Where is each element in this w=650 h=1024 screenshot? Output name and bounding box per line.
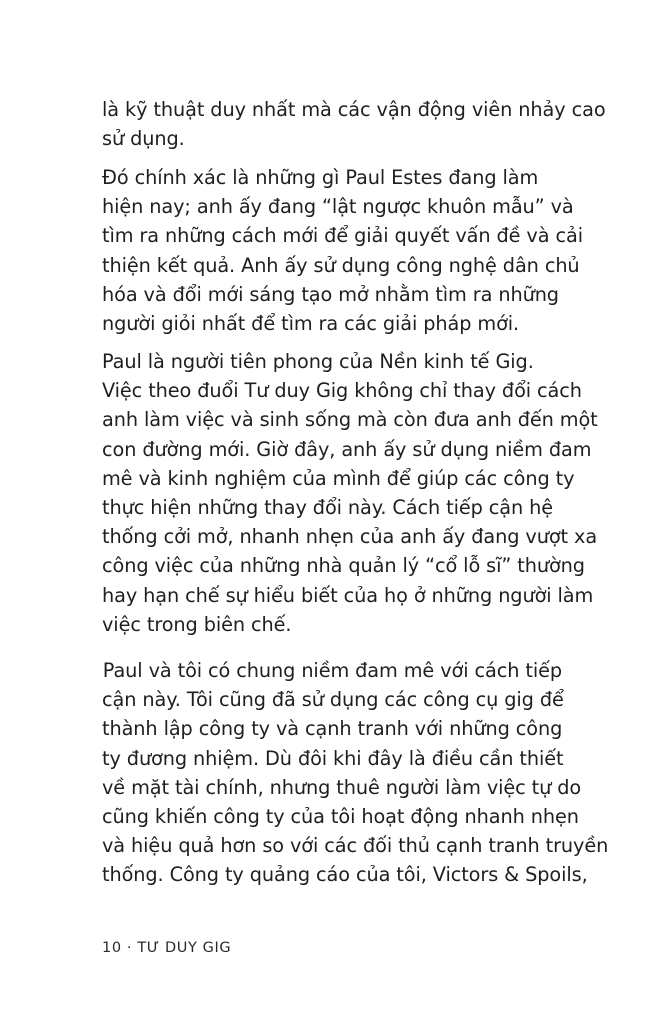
text-line: anh làm việc và sinh sống mà còn đưa anh đến một bbox=[102, 408, 598, 432]
text-line: ty đương nhiệm. Dù đôi khi đây là điều cần thiết bbox=[102, 746, 564, 770]
text-line: về mặt tài chính, nhưng thuê người làm việc tự do bbox=[102, 775, 582, 799]
text-line: cũng khiến công ty của tôi hoạt động nhanh nhẹn bbox=[102, 805, 579, 829]
paragraph-paul-estes bbox=[102, 163, 583, 338]
text-line: thành lập công ty và cạnh tranh với những công bbox=[102, 717, 563, 741]
text-line: Paul là người tiên phong của Nền kinh tế Gig. bbox=[102, 350, 534, 373]
paragraph-continuation bbox=[102, 95, 606, 153]
text-line: hay hạn chế sự hiểu biết của họ ở những người làm bbox=[102, 583, 594, 607]
text-line: là kỹ thuật duy nhất mà các vận động viên nhảy cao bbox=[102, 98, 606, 121]
text-line: Paul và tôi có chung niềm đam mê với cách tiếp bbox=[102, 659, 562, 682]
text-line: thống. Công ty quảng cáo của tôi, Victors & Spoils, bbox=[102, 863, 588, 887]
text-line: hóa và đổi mới sáng tạo mở nhằm tìm ra những bbox=[102, 282, 559, 306]
page-footer bbox=[102, 940, 231, 956]
text-line: Đó chính xác là những gì Paul Estes đang làm bbox=[102, 166, 539, 189]
running-title: TƯ DUY GIG bbox=[137, 940, 232, 956]
text-line: tìm ra những cách mới để giải quyết vấn đề và cải bbox=[102, 224, 583, 248]
text-line: mê và kinh nghiệm của mình để giúp các công ty bbox=[102, 466, 575, 490]
text-line: thực hiện những thay đổi này. Cách tiếp cận hệ bbox=[102, 496, 554, 520]
text-line: Việc theo đuổi Tư duy Gig không chỉ thay đổi cách bbox=[102, 379, 582, 403]
page-number: 10 bbox=[102, 940, 122, 956]
text-line: và hiệu quả hơn so với các đối thủ cạnh tranh truyền bbox=[102, 834, 609, 858]
paragraph-shared-passion bbox=[102, 656, 609, 890]
text-line: sử dụng. bbox=[102, 127, 185, 151]
text-line: việc trong biên chế. bbox=[102, 612, 292, 636]
text-line: thiện kết quả. Anh ấy sử dụng công nghệ dân chủ bbox=[102, 253, 580, 277]
text-line: công việc của những nhà quản lý “cổ lỗ sĩ” thường bbox=[102, 554, 585, 578]
text-line: người giỏi nhất để tìm ra các giải pháp mới. bbox=[102, 312, 520, 336]
text-line: con đường mới. Giờ đây, anh ấy sử dụng niềm đam bbox=[102, 437, 592, 461]
footer-separator: · bbox=[126, 940, 133, 956]
text-line: cận này. Tôi cũng đã sử dụng các công cụ gig để bbox=[102, 688, 564, 712]
text-line: thống cởi mở, nhanh nhẹn của anh ấy đang vượt xa bbox=[102, 525, 598, 549]
text-line: hiện nay; anh ấy đang “lật ngược khuôn mẫu” và bbox=[102, 195, 574, 219]
paragraph-gig-pioneer bbox=[102, 347, 598, 639]
